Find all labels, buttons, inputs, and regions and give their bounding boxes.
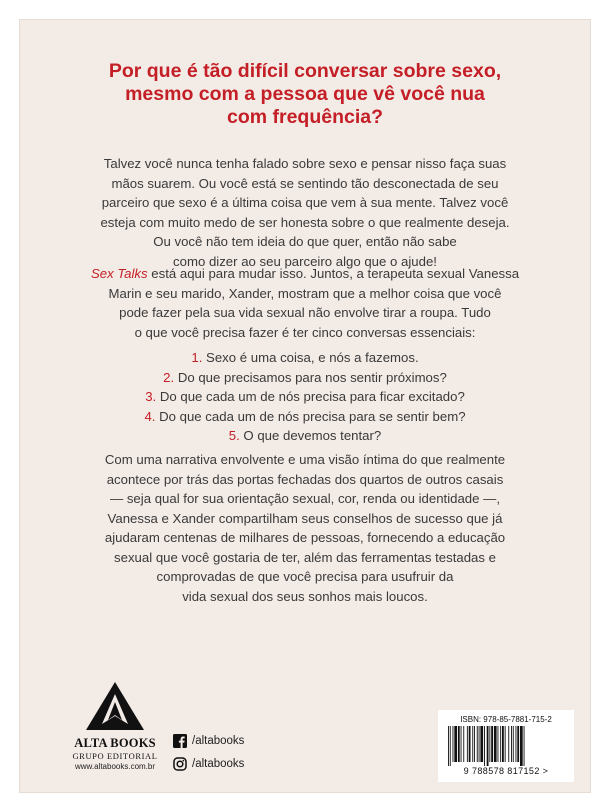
barcode-bars bbox=[446, 726, 566, 766]
list-number: 4. bbox=[144, 408, 156, 424]
barcode-bar bbox=[472, 726, 473, 762]
barcode-bar bbox=[511, 726, 512, 762]
conversations-list bbox=[20, 348, 590, 446]
barcode-bar bbox=[508, 726, 509, 762]
paragraph-line bbox=[20, 264, 590, 284]
paragraph-line: sexual que você gostaria de ter, além das ferramentas testadas e bbox=[114, 549, 496, 565]
paragraph-line: esteja com muito medo de ser honesta sobre o que realmente deseja. bbox=[100, 214, 510, 230]
publisher-name: ALTA BOOKS bbox=[74, 736, 156, 750]
paragraph-line: comprovadas de que você precisa para usufruir da bbox=[156, 569, 454, 584]
headline-line: Por que é tão difícil conversar sobre sexo, bbox=[108, 60, 502, 82]
paragraph-line: Marin e seu marido, Xander, mostram que a melhor coisa que você bbox=[108, 285, 502, 301]
isbn-label: ISBN: 978-85-7881-715-2 bbox=[460, 715, 552, 724]
headline-line: mesmo com a pessoa que vê você nua bbox=[125, 83, 485, 105]
barcode-bar bbox=[524, 726, 525, 766]
barcode-digits: 9 788578 817152 > bbox=[463, 766, 549, 776]
instagram-icon bbox=[173, 757, 187, 771]
paragraph-line: Ou você não tem ideia do que quer, então não sabe bbox=[153, 234, 457, 249]
list-item bbox=[20, 387, 590, 407]
paragraph-line: vida sexual dos seus sonhos mais loucos. bbox=[182, 588, 428, 604]
barcode-bar bbox=[454, 726, 457, 762]
headline-line: com frequência? bbox=[226, 106, 384, 128]
list-number: 2. bbox=[163, 369, 175, 385]
list-text: Do que cada um de nós precisa para ficar excitado? bbox=[156, 389, 465, 404]
barcode-bar bbox=[484, 726, 485, 766]
barcode-bar bbox=[498, 726, 499, 762]
barcode-bar bbox=[489, 726, 490, 762]
list-text: Do que cada um de nós precisa para se sentir bem? bbox=[155, 408, 466, 424]
instagram-handle bbox=[173, 757, 293, 771]
list-text: Do que precisamos para nos sentir próximos? bbox=[174, 369, 447, 385]
barcode-bar bbox=[494, 726, 497, 762]
paragraph-line: parceiro que sexo é a última coisa que vem à sua mente. Talvez você bbox=[101, 195, 509, 210]
publisher-url: www.altabooks.com.br bbox=[74, 762, 156, 771]
facebook-handle bbox=[173, 734, 293, 748]
paragraph-line-rest: está aqui para mudar isso. Juntos, a terapeuta sexual Vanessa bbox=[147, 266, 520, 281]
barcode-bar bbox=[450, 726, 451, 766]
barcode-bar bbox=[487, 726, 489, 766]
barcode-bar bbox=[502, 726, 504, 762]
list-item bbox=[20, 368, 590, 388]
paragraph-line: Vanessa e Xander compartilham seus conselhos de sucesso que já bbox=[107, 510, 503, 526]
publisher-subtitle: GRUPO EDITORIAL bbox=[72, 751, 158, 761]
paragraph-line: o que você precisa fazer é ter cinco conversas essenciais: bbox=[134, 324, 476, 340]
barcode-bar bbox=[517, 726, 519, 762]
list-number: 3. bbox=[145, 389, 157, 404]
headline bbox=[20, 60, 590, 129]
intro-paragraph bbox=[20, 154, 590, 271]
paragraph-line: — seja qual for sua orientação sexual, cor, renda ou identidade —, bbox=[109, 491, 500, 506]
barcode-bar bbox=[467, 726, 468, 762]
facebook-handle-text: /altabooks bbox=[192, 735, 245, 747]
paragraph-line: como dizer ao seu parceiro algo que o ajude! bbox=[173, 253, 437, 269]
barcode-bar bbox=[477, 726, 478, 762]
book-title-italic: Sex Talks bbox=[90, 266, 148, 281]
barcode-bar bbox=[520, 726, 523, 766]
back-cover bbox=[20, 20, 590, 792]
barcode-bar bbox=[479, 726, 480, 762]
book-pitch-paragraph bbox=[20, 264, 590, 342]
paragraph-line: Talvez você nunca tenha falado sobre sexo e pensar nisso faça suas bbox=[103, 156, 507, 171]
publisher-logo bbox=[70, 680, 160, 771]
barcode-bar bbox=[480, 726, 483, 762]
alta-books-triangle-logo-icon bbox=[84, 680, 146, 732]
barcode-bar bbox=[448, 726, 449, 766]
list-number: 5. bbox=[228, 428, 240, 443]
barcode-bar bbox=[500, 726, 501, 762]
instagram-handle-text: /altabooks bbox=[192, 758, 245, 770]
list-item bbox=[20, 407, 590, 427]
barcode-bar bbox=[453, 726, 454, 762]
facebook-icon bbox=[173, 734, 187, 748]
barcode-bar bbox=[469, 726, 471, 762]
paragraph-line: mãos suarem. Ou você está se sentindo tão desconectada de seu bbox=[111, 175, 499, 191]
isbn-barcode bbox=[438, 710, 574, 782]
closing-paragraph bbox=[20, 450, 590, 606]
barcode-bar bbox=[474, 726, 475, 762]
paragraph-line: pode fazer pela sua vida sexual não envolve tirar a roupa. Tudo bbox=[119, 305, 491, 320]
barcode-bar bbox=[463, 726, 464, 762]
barcode-bar bbox=[516, 726, 517, 762]
barcode-bar bbox=[505, 726, 506, 762]
paragraph-line: Com uma narrativa envolvente e uma visão íntima do que realmente bbox=[104, 452, 506, 467]
list-item bbox=[20, 348, 590, 368]
list-item bbox=[20, 426, 590, 446]
list-text: O que devemos tentar? bbox=[239, 428, 382, 443]
barcode-bar bbox=[461, 726, 462, 762]
paragraph-line: acontece por trás das portas fechadas dos quartos de outros casais bbox=[106, 471, 504, 487]
barcode-bar bbox=[491, 726, 493, 762]
barcode-bar bbox=[513, 726, 514, 762]
paragraph-line: ajudaram centenas de milhares de pessoas, fornecendo a educação bbox=[104, 530, 506, 545]
list-number: 1. bbox=[191, 350, 203, 365]
barcode-bar bbox=[458, 726, 460, 762]
list-text: Sexo é uma coisa, e nós a fazemos. bbox=[202, 350, 419, 365]
